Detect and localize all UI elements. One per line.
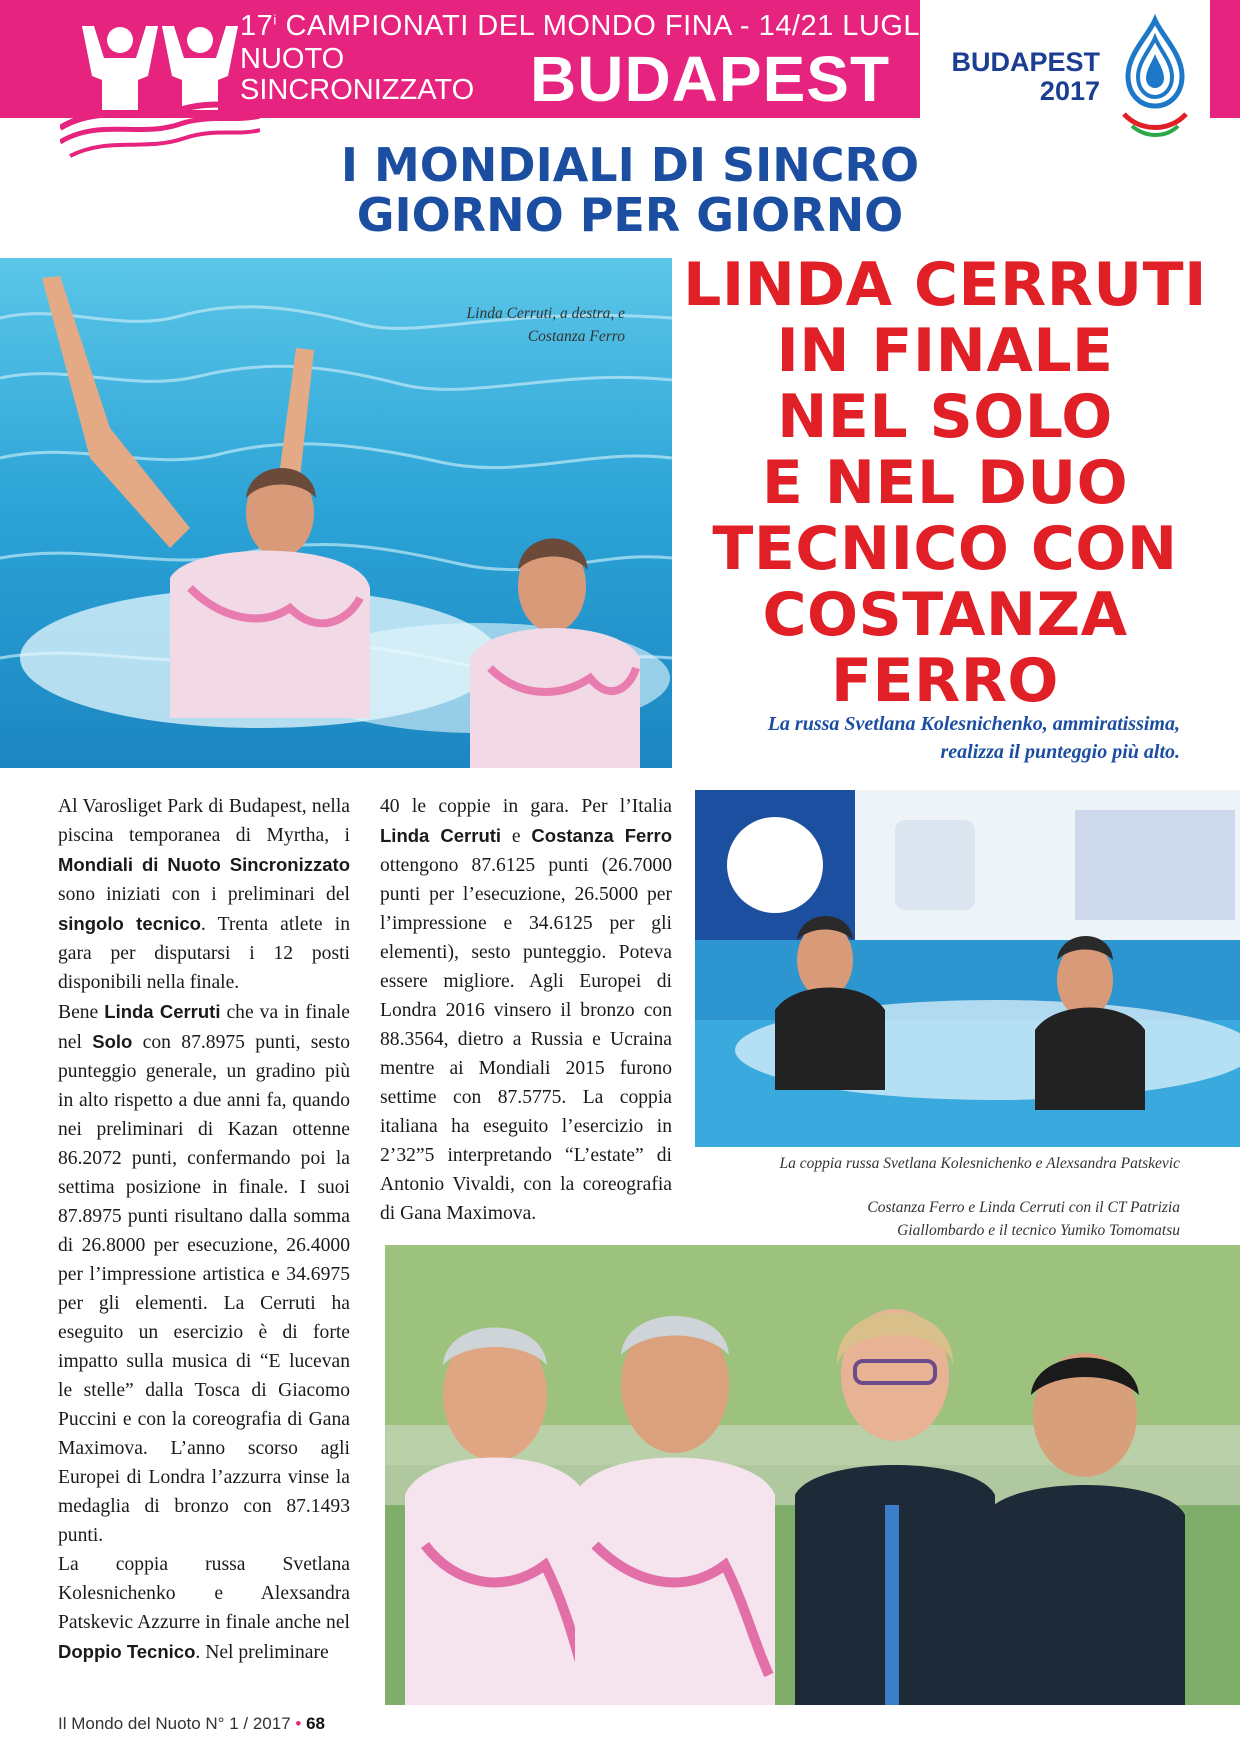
synchro-swimmers-logo-icon (60, 18, 260, 163)
photo-team-group (385, 1245, 1240, 1705)
article-paragraph-4: 40 le coppie in gara. Per l’Italia Linda Cerruti e Costanza Ferro ottengono 87.6125 punti (26.7000 punti per l’esecuzione, 26.5000 per l’impressione e 34.6125 per gli elementi), sesto punteggio. Poteva essere migliore. Agli Europei di Londra 2016 vinsero il bronzo con 88.3564, dietro a Russia e Ucraina mentre ai Mondiali 2015 furono settime con 87.5775. La coppia italiana ha eseguito l’esercizio in 2’32”5 interpretando “L’estate” di Antonio Vivaldi, con la coreografia di Gana Maximova. (380, 796, 672, 1224)
page-number: 68 (306, 1714, 326, 1733)
photo2-caption: La coppia russa Svetlana Kolesnichenko e Alexsandra Patskevic (779, 1155, 1180, 1172)
water-drop-logo-icon (1110, 14, 1200, 142)
page-footer: Il Mondo del Nuoto N° 1 / 2017 • 68 (58, 1714, 326, 1733)
photo1-caption: Linda Cerruti, a destra, e Costanza Ferro (466, 305, 625, 345)
article-paragraph-2: Bene Linda Cerruti che va in finale nel Solo con 87.8975 punti, sesto punteggio generale, un gradino più in alto rispetto a due anni fa, quando nei preliminari di Kazan ottenne 86.2072 punti, confermando poi la settima posizione in finale. I suoi 87.8975 punti risultano dalla somma di 26.8000 per esecuzione, 26.4000 per l’impressione artistica e 34.6975 per gli elementi. La Cerruti ha eseguito un esercizio è di forte impatto sulla musica di “E lucevan le stelle” dalla Tosca di Giacomo Puccini e con la coreografia di Gana Maximova. L’anno scorso agli Europei di Londra l’azzurra vinse la medaglia di bronzo con 87.1493 punti. (58, 1001, 350, 1546)
photo-russian-pair (695, 790, 1240, 1147)
subheadline: La russa Svetlana Kolesnichenko, ammiratissima, realizza il punteggio più alto. (767, 713, 1180, 763)
article-column-2 (380, 792, 672, 1228)
header-band-edge (1210, 0, 1240, 118)
section-title: I MONDIALI DI SINCRO GIORNO PER GIORNO (340, 138, 920, 242)
headline: LINDA CERRUTI IN FINALE NEL SOLO E NEL DUO TECNICO CON COSTANZA FERRO (683, 250, 1207, 716)
sport-name: NUOTO SINCRONIZZATO (240, 43, 475, 106)
article-column-1 (58, 792, 350, 1667)
event-logo-text: BUDAPEST 2017 (951, 47, 1100, 106)
article-paragraph-1: Al Varosliget Park di Budapest, nella piscina temporanea di Myrtha, i Mondiali di Nuoto Sincronizzato sono iniziati con i preliminari del singolo tecnico. Trenta atlete in gara per disputarsi i 12 posti disponibili nella finale. (58, 796, 350, 993)
city-title: BUDAPEST (530, 43, 891, 115)
event-line: 17$^i$ CAMPIONATI DEL MONDO FINA - 14/21 LUGLIO 2017 (240, 10, 1027, 42)
photo3-caption: Costanza Ferro e Linda Cerruti con il CT Patrizia Giallombardo e il tecnico Yumiko Tomomatsu (867, 1199, 1180, 1239)
article-paragraph-3: La coppia russa Svetlana Kolesnichenko e Alexsandra Patskevic Azzurre in finale anche nel Doppio Tecnico. Nel preliminare (58, 1554, 350, 1663)
